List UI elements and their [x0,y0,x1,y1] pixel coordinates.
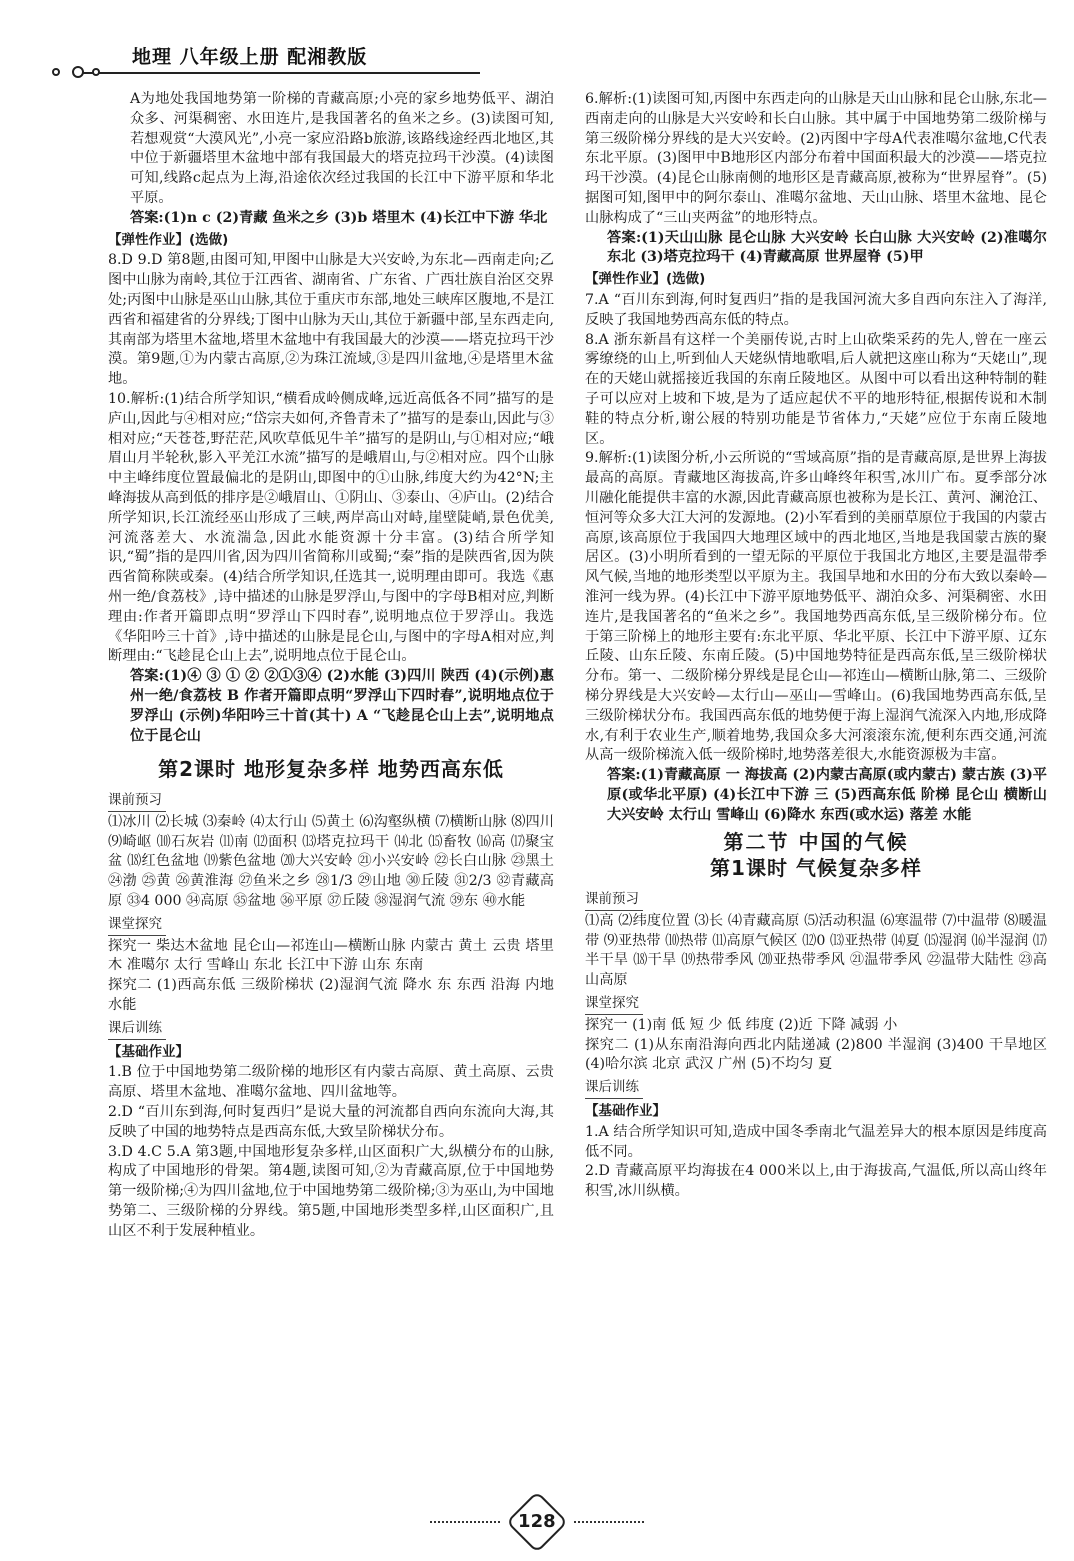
explore-one: 探究一 柴达木盆地 昆仑山—祁连山—横断山脉 内蒙古 黄土 云贵 塔里木 准噶尔 太行 雪峰山 东北 长江中下游 山东 东南 [108,937,554,974]
header-ornament-dot [92,68,100,76]
preview-heading: 课前预习 [108,791,166,812]
header-ornament-dot [52,68,60,76]
footer-dots-right [574,1521,644,1523]
preview-heading: 课前预习 [585,890,643,911]
answer-line: 答案:(1)天山山脉 昆仑山脉 大兴安岭 长白山脉 大兴安岭 (2)准噶尔 东北 (3)塔克拉玛干 (4)青藏高原 世界屋脊 (5)甲 [607,229,1047,266]
explore-heading: 课堂探究 [108,915,166,936]
lesson-title: 第1课时 气候复杂多样 [710,856,922,881]
left-column [108,90,554,1242]
preview-answers: ⑴高 ⑵纬度位置 ⑶长 ⑷青藏高原 ⑸活动积温 ⑹寒温带 ⑺中温带 ⑻暖温带 ⑼亚热带 ⑽热带 ⑾高原气候区 ⑿0 ⒀亚热带 ⒁夏 ⒂湿润 ⒃半湿润 ⒄半干旱 ⒅干旱 ⒆热带季风 ⒇亚热带季风 ㉑温带季风 ㉒温带大陆性 ㉓高山高原 [585,912,1047,989]
page-number: 128 [518,1510,556,1532]
question-8-9: 8.D 9.D 第8题,由图可知,甲图中山脉是大兴安岭,为东北—西南走向;乙图中山脉为南岭,其位于江西省、湖南省、广东省、广西壮族自治区交界处;丙图中山脉是巫山山脉,其位于重庆市东部,地处三峡库区腹地,不是江西省和福建省的分界线;丁图中山脉为天山,其位于新疆中部,呈东西走向,其南部为塔里木盆地,塔里木盆地中有我国最大的沙漠——塔克拉玛干沙漠。第9题,①为内蒙古高原,②为珠江流域,③是四川盆地,④是塔里木盆地。 [108,252,554,388]
answer-paragraph: A为地处我国地势第一阶梯的青藏高原;小亮的家乡地势低平、湖泊众多、河渠稠密、水田连片,是我国著名的鱼米之乡。(3)读图可知,若想观赏“大漠风光”,小亮一家应沿路b旅游,该路线途经西北地区,其中位于新疆塔里木盆地中部有我国最大的塔克拉玛干沙漠。(4)读图可知,线路c起点为上海,沿途依次经过我国的长江中下游平原和华北平原。 [130,91,554,206]
explore-two: 探究二 (1)从东南沿海向西北内陆递减 (2)800 半湿润 (3)400 干旱地区 (4)哈尔滨 北京 武汉 广州 (5)不均匀 夏 [585,1036,1047,1073]
training-heading: 课后训练 [108,1019,166,1040]
answer-line: 答案:(1)青藏高原 一 海拔高 (2)内蒙古高原(或内蒙古) 蒙古族 (3)平原(或华北平原) (4)长江中下游 三 (5)西高东低 阶梯 昆仑山 横断山 大兴安岭 太行山 雪峰山 (6)降水 东西(或水运) 落差 水能 [607,767,1047,823]
explore-heading: 课堂探究 [585,994,643,1015]
training-heading: 课后训练 [585,1078,643,1099]
basic-q1: 1.A 结合所学知识可知,造成中国冬季南北气温差异大的根本原因是纬度高低不同。 [585,1123,1047,1160]
question-8: 8.A 浙东新昌有这样一个美丽传说,古时上山砍柴采药的先人,曾在一座云雾缭绕的山上,听到仙人天姥纵情地歌唱,后人就把这座山称为“天姥山”,现在的天姥山就摇接近我国的东南丘陵地区。从图中可以看出这种特制的鞋子可以应对上坡和下坡,是为了适应起伏不平的地形特征,根据传说和木制鞋的特点分析,谢公屐的特别功能是节省体力,“天姥”应位于东南丘陵地区。 [585,331,1047,447]
question-6: 6.解析:(1)读图可知,丙图中东西走向的山脉是天山山脉和昆仑山脉,东北—西南走向的山脉是大兴安岭和长白山脉。其中属于中国地势第二级阶梯与第三级阶梯分界线的是大兴安岭。(2)丙图中字母A代表准噶尔盆地,C代表东北平原。(3)图甲中B地形区内部分布着中国面积最大的沙漠——塔克拉玛干沙漠。(4)昆仑山脉南侧的地形区是青藏高原,被称为“世界屋脊”。(5)据图可知,图甲中的阿尔泰山、准噶尔盆地、天山山脉、塔里木盆地、昆仑山脉构成了“三山夹两盆”的地形特点。 [585,91,1047,226]
basic-q3-5: 3.D 4.C 5.A 第3题,中国地形复杂多样,山区面积广大,纵横分布的山脉,构成了中国地形的骨架。第4题,读图可知,②为青藏高原,位于中国地势第一级阶梯;④为四川盆地,位于中国地势第二级阶梯;③为巫山,为中国地势第二、三级阶梯的分界线。第5题,中国地形类型多样,山区面积广,且山区不利于发展种植业。 [108,1143,554,1239]
header-title: 地理 八年级上册 配湘教版 [132,46,368,68]
elastic-homework-tag: 【弹性作业】(选做) [585,271,706,288]
basic-homework-tag: 【基础作业】 [585,1103,666,1120]
explore-two: 探究二 (1)西高东低 三级阶梯状 (2)湿润气流 降水 东 东西 沿海 内地 水能 [108,977,554,1014]
page-header [52,40,482,82]
page-footer [0,1500,1074,1544]
right-column [585,90,1047,1202]
header-ornament-ring [72,66,84,78]
answer-line: 答案:(1)n c (2)青藏 鱼米之乡 (3)b 塔里木 (4)长江中下游 华北 [130,209,548,226]
preview-answers: ⑴冰川 ⑵长城 ⑶秦岭 ⑷太行山 ⑸黄土 ⑹沟壑纵横 ⑺横断山脉 ⑻四川 ⑼崎岖 ⑽石灰岩 ⑾南 ⑿面积 ⒀塔克拉玛干 ⒁北 ⒂畜牧 ⒃高 ⒄聚宝盆 ⒅红色盆地 ⒆紫色盆地 ⒇大兴安岭 ㉑小兴安岭 ㉒长白山脉 ㉓黑土 ㉔渤 ㉕黄 ㉖黄淮海 ㉗鱼米之乡 ㉘1/3 ㉙山地 ㉚丘陵 ㉛2/3 ㉜青藏高原 ㉝4 000 ㉞高原 ㉟盆地 ㊱平原 ㊲丘陵 ㊳湿润气流 ㊴东 ㊵水能 [108,813,554,910]
page-number-badge [506,1491,568,1553]
question-9: 9.解析:(1)读图分析,小云所说的“雪域高原”指的是青藏高原,是世界上海拔最高的高原。青藏地区海拔高,许多山峰终年积雪,冰川广布。夏季部分冰川融化能提供丰富的水源,因此青藏高原也被称为是长江、黄河、澜沧江、恒河等众多大江大河的发源地。(2)小军看到的美丽草原位于我国的内蒙古高原,该高原位于我国四大地理区域中的西北地区,当地是我国蒙古族的聚居区。(3)小明所看到的一望无际的平原位于我国北方地区,主要是温带季风气候,当地的地形类型以平原为主。我国旱地和水田的分布大致以秦岭—淮河一线为界。(4)长江中下游平原地势低平、湖泊众多、河渠稠密、水田连片,是我国著名的“鱼米之乡”。我国地势西高东低,呈三级阶梯分布。位于第三阶梯上的地形主要有:东北平原、华北平原、长江中下游平原、辽东丘陵、山东丘陵、东南丘陵。(5)中国地势特征是西高东低,呈三级阶梯状分布。第一、二级阶梯分界线是昆仑山—祁连山—横断山脉,第二、三级阶梯分界线是大兴安岭—太行山—巫山—雪峰山。(6)我国地势西高东低,呈三级阶梯状分布。我国西高东低的地势便于海上湿润气流深入内地,形成降水,有利于农业生产,顺着地势,我国众多大河滚滚东流,便利东西交通,河流从高一级阶梯流入低一级阶梯时,地势落差很大,水能资源极为丰富。 [585,450,1047,764]
explore-one: 探究一 (1)南 低 短 少 低 纬度 (2)近 下降 减弱 小 [585,1016,898,1033]
question-10: 10.解析:(1)结合所学知识,“横看成岭侧成峰,远近高低各不同”描写的是庐山,因此与④相对应;“岱宗夫如何,齐鲁青未了”描写的是泰山,因此与③相对应;“天苍苍,野茫茫,风吹草低见牛羊”描写的是阴山,与①相对应;“峨眉山月半轮秋,影入平羌江水流”描写的是峨眉山,与②相对应。四个山脉中主峰纬度位置最偏北的是阴山,即图中的①山脉,纬度大约为42°N;主峰海拔从高到低的排序是②峨眉山、①阴山、③泰山、④庐山。(2)结合所学知识,长江流经巫山形成了三峡,两岸高山对峙,崖壁陡峭,景色优美,河流落差大、水流湍急,因此水能资源十分丰富。(3)结合所学知识,“蜀”指的是四川省,因为四川省简称川或蜀;“秦”指的是陕西省,因为陕西省简称陕或秦。(4)结合所学知识,任选其一,说明理由即可。我选《惠州一绝/食荔枝》,诗中描述的山脉是罗浮山,与图中的字母B相对应,判断理由:作者开篇即点明“罗浮山下四时春”,说明地点位于罗浮山。我选《华阳吟三十首》,诗中描述的山脉是昆仑山,与图中的字母A相对应,判断理由:“飞趁昆仑山上去”,说明地点位于昆仑山。 [108,390,554,665]
basic-q2: 2.D 青藏高原平均海拔在4 000米以上,由于海拔高,气温低,所以高山终年积雪,冰川纵横。 [585,1163,1047,1200]
section-title: 第二节 中国的气候 [723,830,909,855]
basic-q2: 2.D “百川东到海,何时复西归”是说大量的河流都自西向东流向大海,其反映了中国的地势特点是西高东低,大致呈阶梯状分布。 [108,1104,554,1140]
basic-homework-tag: 【基础作业】 [108,1043,189,1060]
footer-dots-left [430,1521,500,1523]
answer-line: 答案:(1)④ ③ ① ② ②①③④ (2)水能 (3)四川 陕西 (4)(示例)惠州一绝/食荔枝 B 作者开篇即点明“罗浮山下四时春”,说明地点位于罗浮山 (示例)华阳吟三十首(其十) A “飞趁昆仑山上去”,说明地点位于昆仑山 [130,668,554,744]
elastic-homework-tag: 【弹性作业】(选做) [108,231,229,248]
question-7: 7.A “百川东到海,何时复西归”指的是我国河流大多自西向东注入了海洋,反映了我国地势西高东低的特点。 [585,291,1047,328]
basic-q1: 1.B 位于中国地势第二级阶梯的地形区有内蒙古高原、黄土高原、云贵高原、塔里木盆地、准噶尔盆地、四川盆地等。 [108,1064,554,1101]
lesson-title: 第2课时 地形复杂多样 地势西高东低 [158,757,504,782]
header-rule [80,72,480,74]
